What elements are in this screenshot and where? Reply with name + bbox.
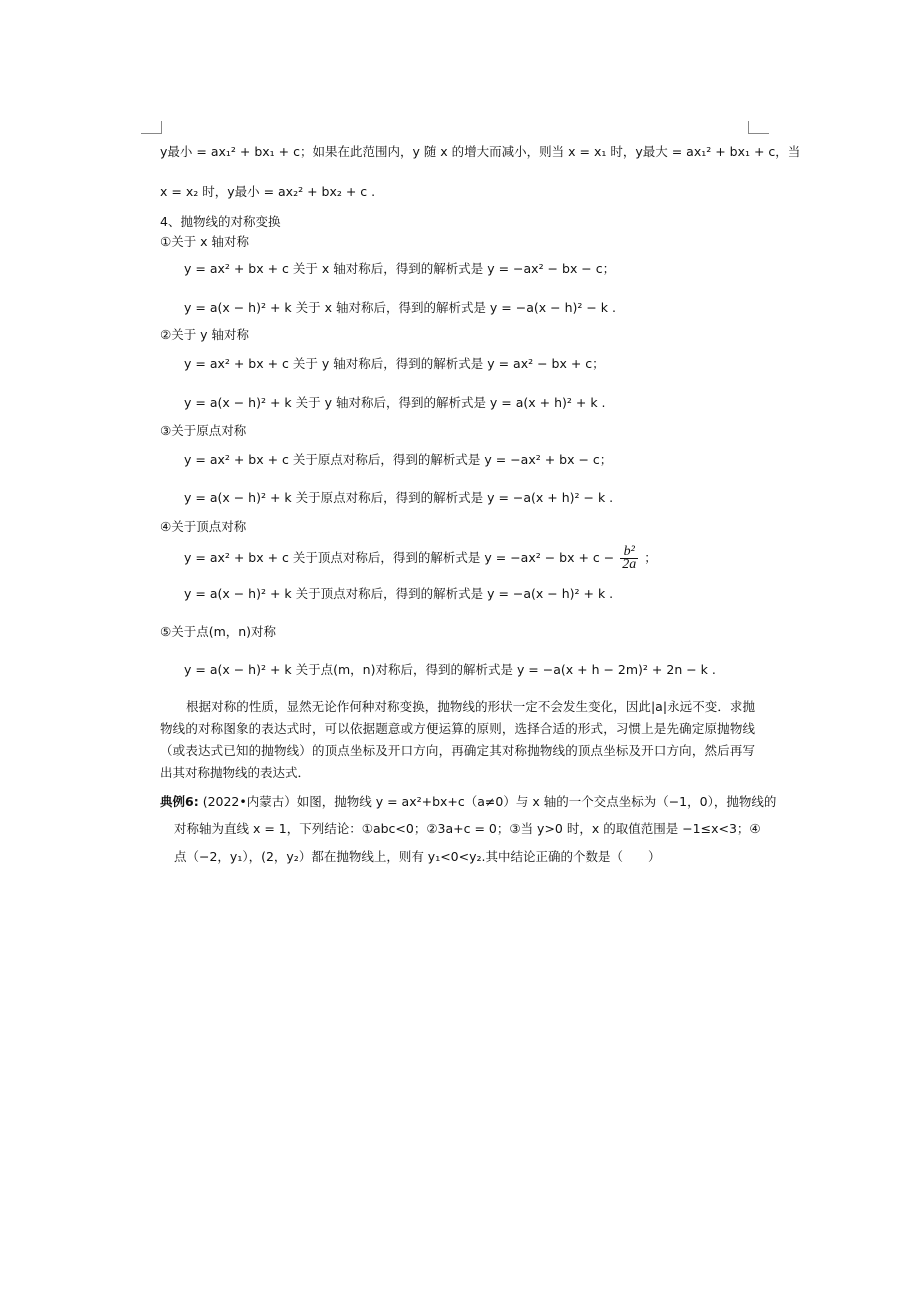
fraction-denominator: 2a (622, 557, 637, 572)
example-line-3: 点（−2，y₁），(2，y₂）都在抛物线上，则有 y₁<0<y₂.其中结论正确的个数是（ ） (174, 849, 661, 864)
explanation-paragraph: 根据对称的性质，显然无论作何种对称变换，抛物线的形状一定不会发生变化，因此|a|永远不变．求抛物线的对称图象的表达式时，可以依据题意或方便运算的原则，选择合适的形式，习惯上是先确定原抛物线（或表达式已知的抛物线）的顶点坐标及开口方向，再确定其对称抛物线的顶点坐标及开口方向，然后再写出其对称抛物线的表达式． (160, 699, 755, 780)
item-heading-y-axis: ②关于 y 轴对称 (160, 327, 250, 342)
example-label: 典例6: (160, 794, 199, 809)
header-line-1: y最小 = ax₁² + bx₁ + c；如果在此范围内，y 随 x 的增大而减小，则当 x = x₁ 时，y最大 = ax₁² + bx₁ + c，当 (160, 144, 801, 159)
formula-line: y = ax² + bx + c 关于原点对称后，得到的解析式是 y = −ax² + bx − c； (184, 452, 613, 467)
item-heading-origin: ③关于原点对称 (160, 423, 247, 438)
formula-tail: ； (644, 550, 657, 565)
example-text: (2022•内蒙古）如图，抛物线 y = ax²+bx+c（a≠0）与 x 轴的一个交点坐标为（−1，0），抛物线的 (202, 794, 777, 809)
section-title: 4、抛物线的对称变换 (160, 214, 281, 229)
fraction (620, 546, 638, 571)
page-corner-mark-right (748, 121, 769, 134)
formula-line: y = a(x − h)² + k 关于点(m，n)对称后，得到的解析式是 y = −a(x + h − 2m)² + 2n − k . (184, 662, 716, 677)
formula-line: y = a(x − h)² + k 关于 x 轴对称后，得到的解析式是 y = −a(x − h)² − k . (184, 300, 616, 315)
page-corner-mark-left (141, 121, 162, 134)
item-heading-vertex: ④关于顶点对称 (160, 519, 247, 534)
header-line-2: x = x₂ 时，y最小 = ax₂² + bx₂ + c . (160, 184, 376, 199)
formula-line: y = a(x − h)² + k 关于 y 轴对称后，得到的解析式是 y = a(x + h)² + k . (184, 395, 606, 410)
item-heading-point: ⑤关于点(m，n)对称 (160, 624, 277, 639)
formula-text: y = ax² + bx + c 关于顶点对称后，得到的解析式是 y = −ax² − bx + c − (184, 550, 615, 565)
formula-line: y = ax² + bx + c 关于 x 轴对称后，得到的解析式是 y = −ax² − bx − c； (184, 261, 616, 276)
example-line-1 (160, 792, 776, 812)
formula-line: y = a(x − h)² + k 关于顶点对称后，得到的解析式是 y = −a(x − h)² + k . (184, 586, 614, 601)
fraction-numerator: b² (620, 546, 638, 559)
example-line-2: 对称轴为直线 x = 1，下列结论：①abc<0；②3a+c = 0；③当 y>0 时，x 的取值范围是 −1≤x<3；④ (174, 821, 761, 836)
formula-line: y = ax² + bx + c 关于 y 轴对称后，得到的解析式是 y = ax² − bx + c； (184, 356, 605, 371)
formula-line-with-fraction (184, 546, 657, 571)
item-heading-x-axis: ①关于 x 轴对称 (160, 234, 250, 249)
formula-line: y = a(x − h)² + k 关于原点对称后，得到的解析式是 y = −a(x + h)² − k . (184, 490, 614, 505)
